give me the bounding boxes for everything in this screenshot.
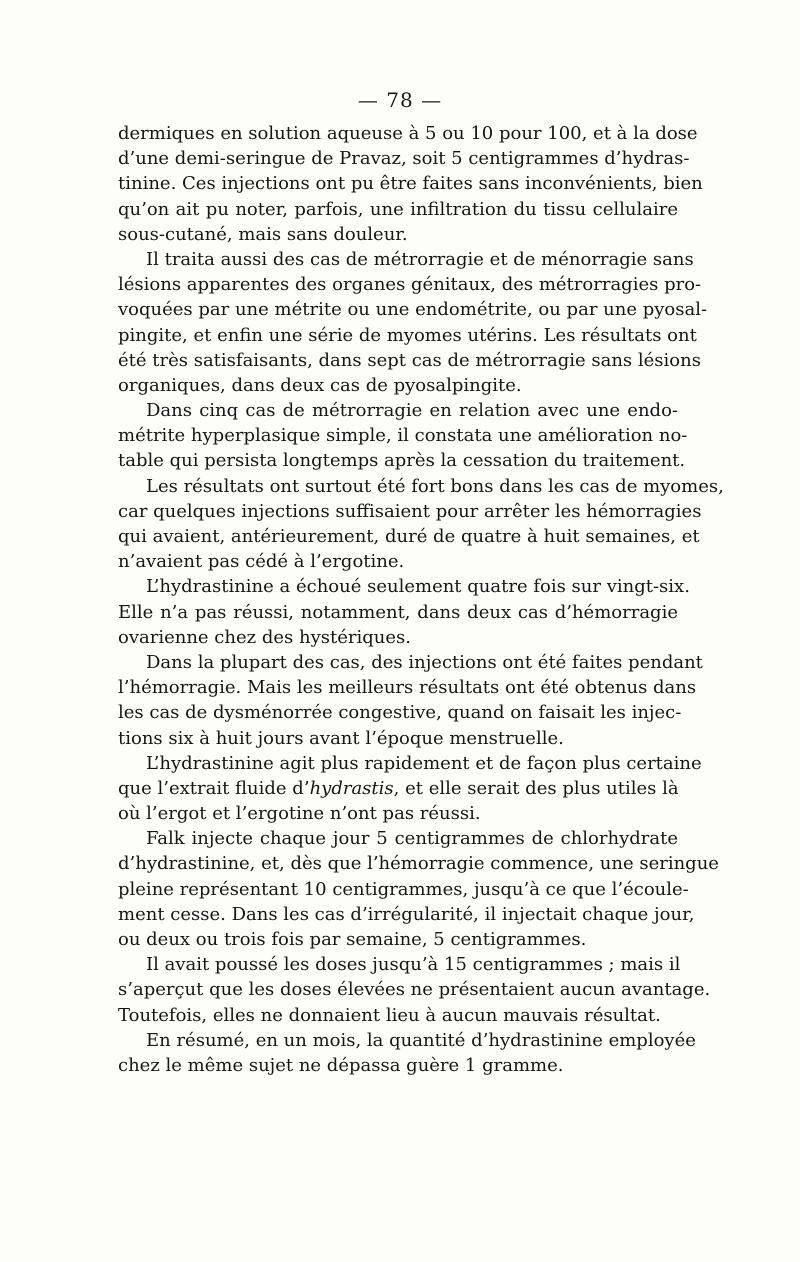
text-line: Dans cinq cas de métrorragie en relation avec une endo- — [146, 400, 678, 422]
page-number: — 78 — — [357, 88, 443, 112]
text-line: ovarienne chez des hystériques. — [118, 626, 411, 648]
text-line: Falk injecte chaque jour 5 centigrammes de chlorhydrate — [146, 828, 678, 850]
text-line: Elle n’a pas réussi, notamment, dans deux cas d’hémorragie — [118, 601, 678, 623]
text-line: car quelques injections suffisaient pour arrêter les hémorragies — [118, 500, 702, 522]
text-line: tinine. Ces injections ont pu être faites sans inconvénients, bien — [118, 173, 703, 195]
text-line: L’hydrastinine agit plus rapidement et de façon plus certaine — [146, 752, 702, 774]
text-line — [118, 776, 678, 801]
text-segment: , et elle serait des plus utiles là — [393, 777, 679, 799]
text-line: L’hydrastinine a échoué seulement quatre fois sur vingt-six. — [146, 576, 690, 598]
text-line: voquées par une métrite ou une endométrite, ou par une pyosal- — [118, 299, 708, 321]
text-line: ment cesse. Dans les cas d’irrégularité, il injectait chaque jour, — [118, 903, 695, 925]
text-line: table qui persista longtemps après la cessation du traitement. — [118, 450, 686, 472]
text-line: l’hémorragie. Mais les meilleurs résultats ont été obtenus dans — [118, 677, 697, 699]
text-line: qui avaient, antérieurement, duré de quatre à huit semaines, et — [118, 526, 700, 547]
text-line: lésions apparentes des organes génitaux, des métrorragies pro- — [118, 274, 702, 296]
text-line: En résumé, en un mois, la quantité d’hydrastinine employée — [146, 1029, 696, 1051]
text-line: Dans la plupart des cas, des injections ont été faites pendant — [146, 651, 703, 673]
text-line: Il traita aussi des cas de métrorragie et de ménorragie sans — [146, 248, 694, 270]
text-line: Les résultats ont surtout été fort bons dans les cas de myomes, — [146, 475, 724, 497]
text-line: sous-cutané, mais sans douleur. — [118, 223, 408, 245]
text-line: où l’ergot et l’ergotine n’ont pas réussi. — [118, 803, 481, 825]
text-line: Il avait poussé les doses jusqu’à 15 centigrammes ; mais il — [146, 954, 681, 976]
text-line: d’hydrastinine, et, dès que l’hémorragie commence, une seringue — [118, 853, 719, 875]
body-text — [118, 121, 724, 1078]
text-line: tions six à huit jours avant l’époque menstruelle. — [118, 727, 564, 749]
text-line: dermiques en solution aqueuse à 5 ou 10 pour 100, et à la dose — [118, 123, 698, 144]
text-line: n’avaient pas cédé à l’ergotine. — [118, 551, 405, 573]
text-line: qu’on ait pu noter, parfois, une infiltration du tissu cellulaire — [118, 198, 678, 220]
text-line: d’une demi-seringue de Pravaz, soit 5 centigrammes d’hydras- — [118, 148, 690, 170]
text-line: s’aperçut que les doses élevées ne présentaient aucun avantage. — [118, 979, 711, 1001]
text-line: les cas de dysménorrée congestive, quand on faisait les injec- — [118, 702, 682, 724]
text-line: chez le même sujet ne dépassa guère 1 gramme. — [118, 1054, 564, 1076]
text-line: Toutefois, elles ne donnaient lieu à aucun mauvais résultat. — [118, 1004, 661, 1026]
text-line: pingite, et enfin une série de myomes utérins. Les résultats ont — [118, 324, 697, 346]
text-line: pleine représentant 10 centigrammes, jusqu’à ce que l’écoule- — [118, 878, 689, 900]
text-line: été très satisfaisants, dans sept cas de métrorragie sans lésions — [118, 349, 701, 371]
text-line: organiques, dans deux cas de pyosalpingite. — [118, 374, 522, 396]
text-line: métrite hyperplasique simple, il constata une amélioration no- — [118, 425, 688, 447]
text-segment: que l’extrait fluide d’ — [118, 777, 310, 799]
text-line: ou deux ou trois fois par semaine, 5 centigrammes. — [118, 929, 587, 950]
italic-term: hydrastis — [309, 777, 394, 799]
